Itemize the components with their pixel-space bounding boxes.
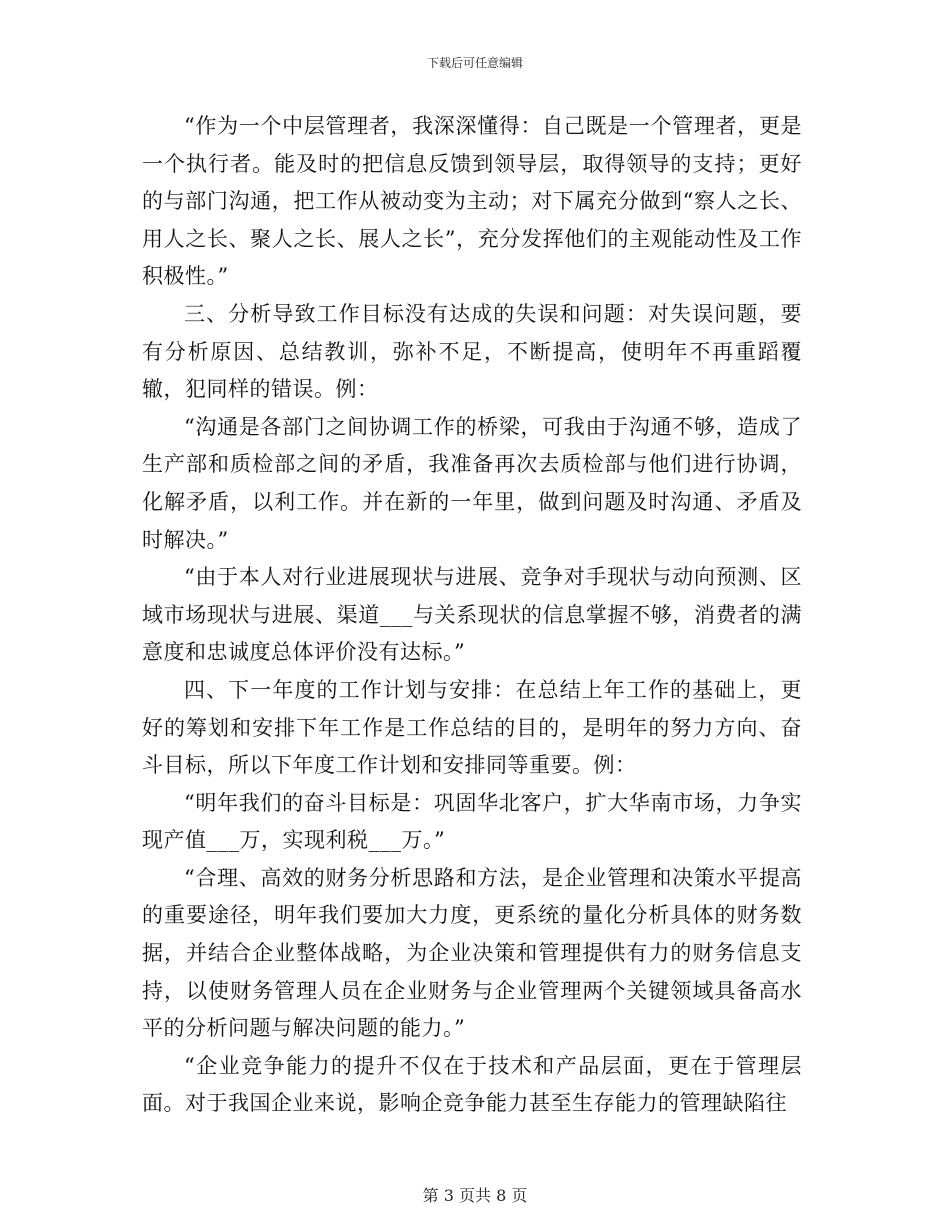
paragraph-6: “明年我们的奋斗目标是：巩固华北客户，扩大华南市场，力争实现产值___万，实现利税___万。”	[142, 790, 802, 853]
document-body	[142, 108, 802, 1123]
paragraph-7: “合理、高效的财务分析思路和方法，是企业管理和决策水平提高的重要途径，明年我们要加大力度，更系统的量化分析具体的财务数据，并结合企业整体战略，为企业决策和管理提供有力的财务信息支持，以使财务管理人员在企业财务与企业管理两个关键领域具备高水平的分析问题与解决问题的能力。”	[142, 865, 802, 1041]
paragraph-8: “企业竞争能力的提升不仅在于技术和产品层面，更在于管理层面。对于我国企业来说，影响企竞争能力甚至生存能力的管理缺陷往	[142, 1053, 802, 1116]
paragraph-4: “由于本人对行业进展现状与进展、竞争对手现状与动向预测、区域市场现状与进展、渠道___与关系现状的信息掌握不够，消费者的满意度和忠诚度总体评价没有达标。”	[142, 565, 802, 665]
paragraph-5: 四、下一年度的工作计划与安排：在总结上年工作的基础上，更好的筹划和安排下年工作是工作总结的目的，是明年的努力方向、奋斗目标，所以下年度工作计划和安排同等重要。例：	[142, 677, 802, 778]
page-footer: 第 3 页共 8 页	[422, 1186, 528, 1205]
paragraph-2: 三、分析导致工作目标没有达成的失误和问题：对失误问题，要有分析原因、总结教训，弥补不足，不断提高，使明年不再重蹈覆辙，犯同样的错误。例：	[142, 301, 802, 402]
page-header: 下载后可任意编辑	[426, 56, 523, 70]
paragraph-1: “作为一个中层管理者，我深深懂得：自己既是一个管理者，更是一个执行者。能及时的把信息反馈到领导层，取得领导的支持；更好的与部门沟通，把工作从被动变为主动；对下属充分做到“察人之长、用人之长、聚人之长、展人之长”，充分发挥他们的主观能动性及工作积极性。”	[142, 114, 802, 289]
paragraph-3: “沟通是各部门之间协调工作的桥梁，可我由于沟通不够，造成了生产部和质检部之间的矛盾，我准备再次去质检部与他们进行协调，化解矛盾，以利工作。并在新的一年里，做到问题及时沟通、矛盾及时解决。”	[142, 414, 802, 552]
